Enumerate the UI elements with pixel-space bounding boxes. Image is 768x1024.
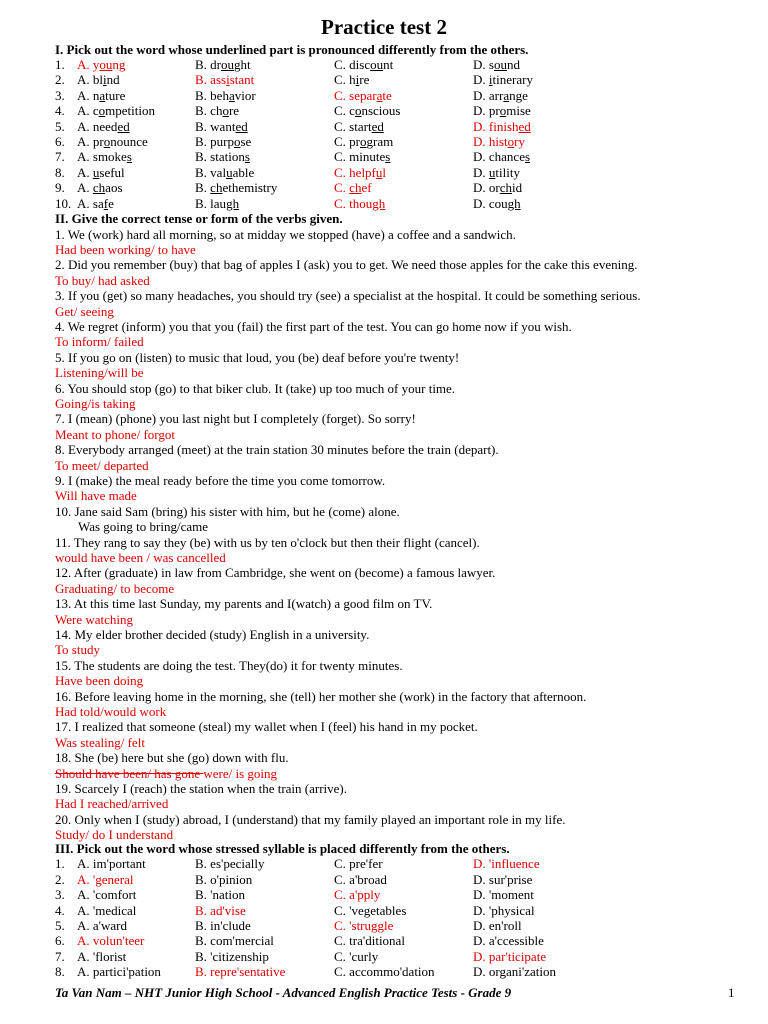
s1-row — [55, 165, 735, 180]
option-b: B. 'nation — [195, 887, 246, 903]
answer-text: Get/ seeing — [55, 303, 114, 319]
answer-text — [55, 766, 277, 781]
option-c: C. 'vegetables — [334, 902, 407, 918]
option-d: D. a'ccessible — [473, 933, 544, 949]
option-a: A. chaos — [77, 180, 123, 196]
row-number: 1. — [55, 856, 65, 872]
option-a: A. partici'pation — [77, 964, 161, 980]
row-number: 9. — [55, 180, 65, 196]
s3-row — [55, 903, 735, 918]
row-number: 8. — [55, 964, 65, 980]
option-a: A. 'medical — [77, 902, 137, 918]
option-b: B. valuable — [195, 164, 255, 180]
option-a: A. safe — [77, 195, 114, 211]
option-a: A. im'portant — [77, 856, 146, 872]
option-c: C. started — [334, 118, 384, 134]
s1-row — [55, 119, 735, 134]
option-b: B. in'clude — [195, 918, 251, 933]
option-a: A. young — [77, 57, 126, 72]
option-b: B. chore — [195, 103, 240, 119]
question-text: 10. Jane said Sam (bring) his sister with him, but he (come) alone. — [55, 503, 400, 519]
row-number: 2. — [55, 72, 65, 88]
option-d: D. en'roll — [473, 918, 522, 933]
struck-answer: Should have been/ has gone — [55, 765, 204, 781]
answer-text: Was stealing/ felt — [55, 734, 145, 750]
question-text: 11. They rang to say they (be) with us by ten o'clock but then their flight (cancel). — [55, 534, 480, 550]
row-number: 5. — [55, 118, 65, 134]
question-text: 12. After (graduate) in law from Cambridge, she went on (become) a famous lawyer. — [55, 565, 496, 581]
s1-row — [55, 88, 735, 103]
s1-row — [55, 103, 735, 118]
option-c: C. minutes — [334, 149, 391, 165]
option-b: B. repre'sentative — [195, 964, 286, 980]
row-number: 8. — [55, 164, 65, 180]
option-b: B. assistant — [195, 72, 255, 88]
option-b: B. chethemistry — [195, 180, 278, 196]
option-d: D. 'moment — [473, 887, 534, 903]
answer-text: To meet/ departed — [55, 457, 149, 473]
row-number: 7. — [55, 948, 65, 964]
s3-row — [55, 964, 735, 979]
option-c: C. conscious — [334, 103, 401, 119]
row-number: 2. — [55, 871, 65, 887]
option-b: B. com'mercial — [195, 933, 274, 949]
option-b: B. laugh — [195, 195, 240, 211]
option-d: D. sound — [473, 57, 520, 72]
footer-text: Ta Van Nam – NHT Junior High School - Advanced English Practice Tests - Grade 9 — [55, 985, 512, 1000]
option-b: B. stations — [195, 149, 250, 165]
question-text: 16. Before leaving home in the morning, she (tell) her mother she (work) in the factory that afternoon. — [55, 688, 587, 704]
option-a: A. blind — [77, 72, 120, 88]
option-d: D. history — [473, 134, 526, 149]
row-number: 3. — [55, 887, 65, 903]
question-text: 6. You should stop (go) to that biker club. It (take) up too much of your time. — [55, 380, 456, 396]
option-d: D. utility — [473, 164, 520, 180]
option-d: D. sur'prise — [473, 871, 533, 887]
option-d: D. itinerary — [473, 72, 533, 88]
question-text: 9. I (make) the meal ready before the time you come tomorrow. — [55, 473, 386, 488]
answer-text: Will have made — [55, 488, 137, 504]
question-text: 5. If you go on (listen) to music that loud, you (be) deaf before you're twenty! — [55, 349, 460, 365]
s1-row — [55, 57, 735, 72]
answer-text: Had I reached/arrived — [55, 796, 169, 812]
option-b: B. es'pecially — [195, 856, 265, 872]
question-text: 1. We (work) hard all morning, so at midday we stopped (have) a coffee and a sandwich. — [55, 226, 516, 242]
option-c: C. discount — [334, 57, 394, 72]
section-1-heading: I. Pick out the word whose underlined part is pronounced differently from the others. — [55, 42, 529, 57]
option-c: C. separate — [334, 87, 392, 103]
answer-text: Going/is taking — [55, 396, 136, 411]
row-number: 5. — [55, 918, 65, 933]
corrected-answer: were/ is going — [203, 765, 278, 781]
option-a: A. 'comfort — [77, 887, 137, 903]
option-c: C. tra'ditional — [334, 933, 405, 949]
s1-row — [55, 149, 735, 164]
option-d: D. orchid — [473, 180, 523, 196]
s3-row — [55, 918, 735, 933]
option-c: C. program — [334, 134, 394, 149]
question-text: 19. Scarcely I (reach) the station when the train (arrive). — [55, 781, 348, 796]
s3-row — [55, 949, 735, 964]
option-d: D. 'physical — [473, 902, 535, 918]
page-number: 1 — [728, 985, 735, 1000]
option-a: A. a'ward — [77, 918, 127, 933]
option-d: D. cough — [473, 195, 521, 211]
question-text: 4. We regret (inform) you that you (fail) the first part of the test. You can go home now if you wish. — [55, 319, 572, 334]
option-b: B. o'pinion — [195, 871, 253, 887]
option-a: A. needed — [77, 118, 130, 134]
answer-text: Have been doing — [55, 673, 144, 689]
option-b: B. behavior — [195, 87, 256, 103]
answer-text: Had been working/ to have — [55, 242, 196, 257]
s3-row — [55, 887, 735, 902]
s3-row — [55, 933, 735, 948]
question-text: 2. Did you remember (buy) that bag of apples I (ask) you to get. We need those apples for the cake this evening. — [55, 257, 638, 273]
option-a: A. 'florist — [77, 948, 127, 964]
option-c: C. 'struggle — [334, 918, 394, 933]
s1-row — [55, 72, 735, 87]
option-c: C. chef — [334, 180, 372, 196]
option-a: A. 'general — [77, 871, 134, 887]
question-text: 8. Everybody arranged (meet) at the train station 30 minutes before the train (depart). — [55, 442, 499, 458]
answer-text: Study/ do I understand — [55, 827, 174, 843]
option-a: A. smokes — [77, 149, 132, 165]
option-d: D. chances — [473, 149, 531, 165]
answer-text: Listening/will be — [55, 365, 144, 381]
answer-text: Had told/would work — [55, 704, 167, 719]
question-text: 3. If you (get) so many headaches, you should try (see) a specialist at the hospital. It could be something serious. — [55, 288, 641, 304]
answer-text: Was going to bring/came — [78, 519, 209, 535]
option-d: D. organi'zation — [473, 964, 556, 980]
option-c: C. pre'fer — [334, 856, 383, 872]
answer-text: Meant to phone/ forgot — [55, 426, 175, 442]
option-b: B. purpose — [195, 134, 252, 149]
question-text: 14. My elder brother decided (study) English in a university. — [55, 627, 370, 642]
section-2-heading: II. Give the correct tense or form of the verbs given. — [55, 211, 343, 226]
row-number: 4. — [55, 103, 65, 119]
row-number: 3. — [55, 87, 65, 103]
option-a: A. useful — [77, 164, 125, 180]
option-a: A. competition — [77, 103, 156, 119]
answer-text: To study — [55, 642, 100, 658]
row-number: 6. — [55, 933, 65, 949]
s1-row — [55, 134, 735, 149]
answer-text: Graduating/ to become — [55, 580, 175, 596]
s1-row — [55, 196, 735, 211]
answer-text: To buy/ had asked — [55, 272, 150, 288]
option-b: B. wanted — [195, 118, 248, 134]
answer-text: would have been / was cancelled — [55, 550, 226, 565]
s3-row — [55, 872, 735, 887]
option-d: D. par'ticipate — [473, 948, 547, 964]
s3-row — [55, 856, 735, 871]
option-b: B. 'citizenship — [195, 948, 269, 964]
option-c: C. though — [334, 195, 386, 211]
option-c: C. a'broad — [334, 871, 387, 887]
option-d: D. promise — [473, 103, 531, 119]
option-c: C. hire — [334, 72, 370, 88]
answer-text: To inform/ failed — [55, 334, 144, 350]
question-text: 7. I (mean) (phone) you last night but I completely (forget). So sorry! — [55, 411, 416, 427]
option-b: B. drought — [195, 57, 251, 72]
row-number: 7. — [55, 149, 65, 165]
row-number: 6. — [55, 134, 65, 149]
row-number: 10. — [55, 195, 72, 211]
page-title: Practice test 2 — [321, 15, 447, 39]
option-c: C. a'pply — [334, 887, 381, 903]
question-text: 13. At this time last Sunday, my parents and I(watch) a good film on TV. — [55, 596, 433, 612]
question-text: 20. Only when I (study) abroad, I (understand) that my family played an important role in my life. — [55, 811, 566, 827]
option-d: D. arrange — [473, 87, 528, 103]
option-b: B. ad'vise — [195, 902, 246, 918]
option-a: A. volun'teer — [77, 933, 145, 949]
question-text: 15. The students are doing the test. They(do) it for twenty minutes. — [55, 657, 403, 673]
row-number: 4. — [55, 902, 65, 918]
option-d: D. 'influence — [473, 856, 540, 872]
answer-text: Were watching — [55, 611, 133, 627]
row-number: 1. — [55, 57, 65, 72]
option-d: D. finished — [473, 118, 531, 134]
s1-row — [55, 180, 735, 195]
question-text: 17. I realized that someone (steal) my wallet when I (feel) his hand in my pocket. — [55, 719, 478, 735]
option-c: C. helpful — [334, 164, 387, 180]
section-3-heading: III. Pick out the word whose stressed syllable is placed differently from the others. — [55, 841, 510, 856]
option-a: A. pronounce — [77, 134, 148, 149]
option-c: C. 'curly — [334, 948, 379, 964]
option-a: A. nature — [77, 87, 126, 103]
question-text: 18. She (be) here but she (go) down with flu. — [55, 750, 289, 766]
option-c: C. accommo'dation — [334, 964, 435, 980]
